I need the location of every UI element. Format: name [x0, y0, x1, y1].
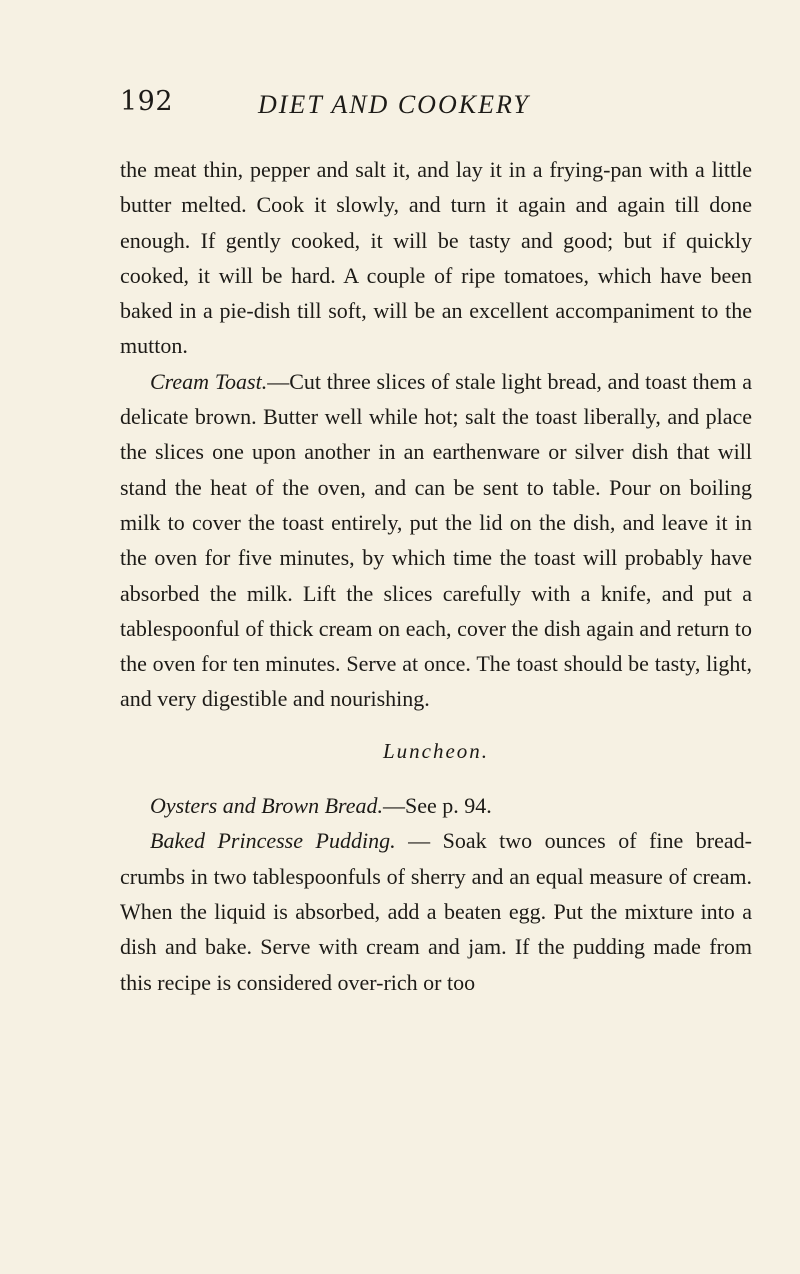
running-title: DIET AND COOKERY — [258, 90, 530, 119]
recipe-title-princesse-pudding: Baked Princesse Pudding. — [150, 828, 396, 854]
body-text — [120, 152, 752, 1000]
paragraph-cream-toast — [120, 364, 752, 717]
recipe-text-princesse-pudding: — Soak two ounces of fine bread-crumbs in two tablespoonfuls of sherry and an equal measure of cream. When the liquid is absorbed, add a beaten egg. Put the mixture into a dish and bake. Serve with cream and jam. If the pudding made from this recipe is considered over-rich or too — [120, 828, 752, 995]
recipe-title-cream-toast: Cream Toast. — [150, 368, 268, 394]
recipe-text-cream-toast: —Cut three slices of stale light bread, and toast them a delicate brown. Butter well while hot; salt the toast liberally, and place the slices one upon another in an earthenware or silver dish that will stand the heat of the oven, and can be sent to table. Pour on boiling milk to cover the toast entirely, put the lid on the dish, and leave it in the oven for five minutes, by which time the toast will probably have absorbed the milk. Lift the slices carefully with a knife, and put a tablespoonful of thick cream on each, cover the dish again and return to the oven for ten minutes. Serve at once. The toast should be tasty, light, and very digestible and nourishing. — [120, 368, 752, 712]
running-head — [0, 82, 800, 122]
page-number: 192 — [120, 86, 174, 117]
section-heading-luncheon: Luncheon. — [382, 738, 490, 763]
recipe-title-oysters: Oysters and Brown Bread. — [150, 793, 384, 819]
paragraph-mutton: the meat thin, pepper and salt it, and lay it in a frying-pan with a little butter melted. Cook it slowly, and turn it again and again till done enough. If gently cooked, it will be tasty and good; but if quickly cooked, it will be hard. A couple of ripe tomatoes, which have been baked in a pie-dish till soft, will be an excellent accompaniment to the mutton. — [120, 157, 752, 359]
recipe-text-oysters: —See p. 94. — [383, 793, 492, 819]
paragraph-princesse-pudding — [120, 823, 752, 999]
paragraph-oysters — [120, 788, 752, 823]
